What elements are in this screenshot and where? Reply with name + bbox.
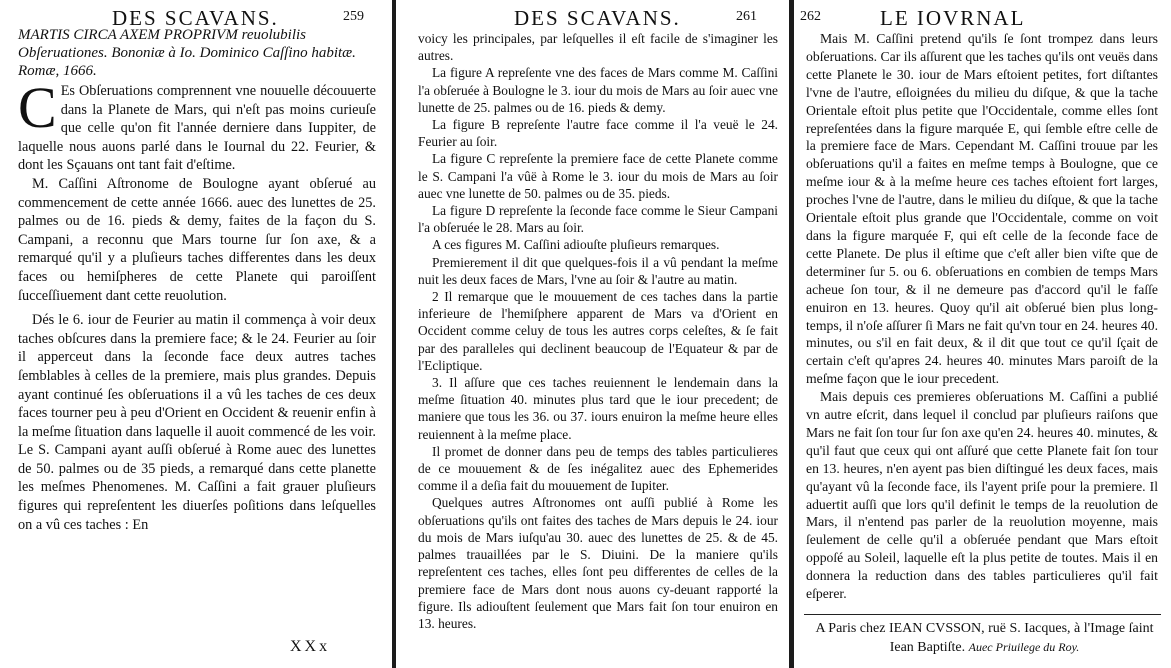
page-number: 262 <box>800 9 821 24</box>
paragraph: Il promet de donner dans peu de temps des tables particulieres de ce mouuement & de ſes inégalitez auec des Ephemerides comme il a deſia fait du mouuement de Iupiter. <box>418 443 778 494</box>
paragraph: Premierement il dit que quelques-fois il a vû pendant la meſme nuit les deux faces de Mars, l'vne au ſoir & l'autre au matin. <box>418 254 778 287</box>
paragraph: C Es Obſeruations comprennent vne nouuelle découuerte dans la Planete de Mars, qui n'eſt pas moins curieuſe que celle qu'on fit l'année derniere dans Iuppiter, de laquelle nous auons parlé dans le Iournal du 22. Feurier, & dont les Sçauans ont tant fait d'eſtime. <box>18 75 376 174</box>
paragraph: Mais M. Caſſini pretend qu'ils ſe ſont trompez dans leurs obſeruations. Car ils aſſurent que les taches qu'ils ont veuës dans cette Planete le 30. iour de Mars eſtoient petites, fort diſtantes l'vne de l'autre, eſloignées du milieu du diſque, & que la tache Orientale eſtoit plus petite que l'Occidentale, comme elles ſont repreſentées dans la figure marquée E, qui ſemble eſtre celle de la premiere face de Mars. Cependant M. Caſſini trouue par les obſeruations qu'il a faites en meſme temps à Boulogne, que ce meſme iour & à la meſme heure ces taches eſtoient fort larges, proches l'vne de l'autre, dans le milieu du diſque, & que la tache Orientale eſtoit plus grande que l'Occidentale, comme on voit dans la figure marquée F, qui eſt celle de la ſeconde face de cette Planete. De plus il eſtime que c'eſt aller bien viſte que de determiner ſur 5. ou 6. obſeruations en combien de temps Mars acheue ſon tour, & il ne demeure pas d'accord qu'il le faſſe enuiron en 13. heures. Quoy qu'il ait obſerué bien plus long-temps, il n'oſe aſſurer ſi Mars ne fait qu'vn tour en 24. heures 40. minutes, ou s'il en fait deux, & il dit que tout ce qu'il ſçait de certain c'eſt qu'apres 24. heures 40. minutes Mars paroiſt de la meſme façon que le iour precedent. <box>806 31 1158 387</box>
privilege-text: Auec Priuilege du Roy. <box>968 640 1080 654</box>
drop-cap: C <box>18 75 57 140</box>
paragraph: voicy les principales, par leſquelles il eſt facile de s'imaginer les autres. <box>418 31 778 64</box>
paragraph: La figure D repreſente la ſeconde face comme le Sieur Campani l'a obſeruée le 28. Mars au ſoir. <box>418 203 778 236</box>
running-title: DES SCAVANS. <box>112 6 279 30</box>
paragraph: 2 Il remarque que le mouuement de ces taches dans la partie inferieure de l'hemiſphere apparent de Mars va d'Orient en Occident comme celuy de tous les autres corps celeſtes, & ſe fait par des paralleles qui declinent beaucoup de l'Equateur & par de l'Ecliptique. <box>418 289 778 373</box>
paragraph: M. Caſſini Aſtronome de Boulogne ayant obſerué au commencement de cette année 1666. auec des lunettes de 25. palmes ou de 16. pieds & demy, faites de la façon du S. Campani, a reconnu que Mars tourne ſur ſon axe, & a remarqué qu'il y a pluſieurs taches differentes dans les deux faces ou hemiſpheres de cette Planete qui paroiſſent ſucceſſiuement dant cette reuolution. <box>18 175 376 304</box>
article-title: MARTIS CIRCA AXEM PROPRIVM reuolubilis Obſeruationes. Bononiæ à Io. Dominico Caſſino habitæ. Romæ, 1666. <box>18 27 356 79</box>
page-262 <box>794 0 1171 668</box>
body-text <box>418 30 778 632</box>
paragraph: A ces figures M. Caſſini adiouſte pluſieurs remarques. <box>432 237 720 253</box>
running-title: LE IOVRNAL <box>880 6 1026 30</box>
page-number: 261 <box>736 9 757 24</box>
paragraph: Mais depuis ces premieres obſeruations M. Caſſini a publié vn autre eſcrit, dans lequel il conclud par pluſieurs raiſons que Mars ne fait ſon tour ſur ſon axe qu'en 24. heures 40. minutes, & qu'il faut que ceux qui ont aſſuré que cette Planete fait ſon tour en 13. heures, n'en ayent pas bien diſtingué les deux faces, mais qu'ayant vû la ſeconde face, ils l'ayent priſe pour la premiere. Il aduertit auſſi que lors qu'il definit le temps de la reuolution de Mars, il n'entend pas parler de la reuolution moyenne, mais ſeulement de celle qu'il a obſeruée pendant que Mars eſtoit oppoſé au Soleil, laquelle eſt la plus petite de toutes. Mais il en donnera la reduction dans des tables particulieres qu'il fait eſperer. <box>806 389 1158 602</box>
page-261 <box>396 0 789 668</box>
paragraph: Dés le 6. iour de Feurier au matin il commença à voir deux taches obſcures dans la premiere face; & le 24. Feurier au ſoir il apperceut dans la ſeconde face deux autres taches ſemblables à celles de la premiere, mais plus grandes. Depuis ayant continué ſes obſeruations il a vû les taches de ces deux faces tourner peu à peu d'Orient en Occident & reuenir enfin à la meſme ſituation dans laquelle il auoit commencé de les voir. Le S. Campani ayant auſſi obſerué à Rome auec des lunettes de 50. palmes ou de 35 pieds, a remarqué dans cette planette les meſmes Phenomenes. M. Caſſini a fait grauer pluſieurs figures qui repreſentent les diuerſes poſitions dans leſquelles on a vû ces taches : En <box>18 312 376 533</box>
paragraph: 3. Il aſſure que ces taches reuiennent le lendemain dans la meſme ſituation 40. minutes plus tard que le iour precedent; de maniere que tous les 36. ou 37. iours enuiron la meſme heure elles reuiennent à la meſme place. <box>418 375 778 442</box>
running-title: DES SCAVANS. <box>514 6 681 30</box>
paragraph: La figure C repreſente la premiere face de cette Planete comme le S. Campani l'a vûë à Rome le 3. iour du mois de Mars au ſoir auec vne lunette de 50. palmes ou de 35. pieds. <box>418 151 778 201</box>
page-259 <box>0 0 392 668</box>
paragraph: La figure B repreſente l'autre face comme il l'a veuë le 24. Feurier au ſoir. <box>418 117 778 150</box>
page-number: 259 <box>343 9 364 24</box>
paragraph: Quelques autres Aſtronomes ont auſſi publié à Rome les obſeruations qu'ils ont faites des taches de Mars depuis le 24. iour du mois de Mars iuſqu'au 30. auec des lunettes de 25. & de 45. palmes trauaillées par le S. Diuini. De la maniere qu'ils repreſentent ces taches, elles ſont peu differentes de celles de la premiere face de Mars dont nous auons cy-deuant rapporté la figure. Ils adiouſtent ſeulement que Mars fait ſon tour enuiron en 13. heures. <box>418 495 778 631</box>
imprint <box>808 620 1161 657</box>
running-header <box>396 6 789 32</box>
divider-rule <box>804 614 1161 615</box>
body-text <box>18 75 376 534</box>
imprint-text: A Paris chez IEAN CVSSON, ruë S. Iacques, à l'Image ſaint Iean Baptiſte. <box>815 621 1154 655</box>
running-header <box>794 6 1171 32</box>
body-text <box>806 30 1158 603</box>
signature-mark: XXx <box>290 638 331 655</box>
paragraph: La figure A repreſente vne des faces de Mars comme M. Caſſini l'a obſeruée à Boulogne le 3. iour du mois de Mars au ſoir auec vne lunette de 25. palmes ou de 16. pieds & demy. <box>418 65 778 115</box>
